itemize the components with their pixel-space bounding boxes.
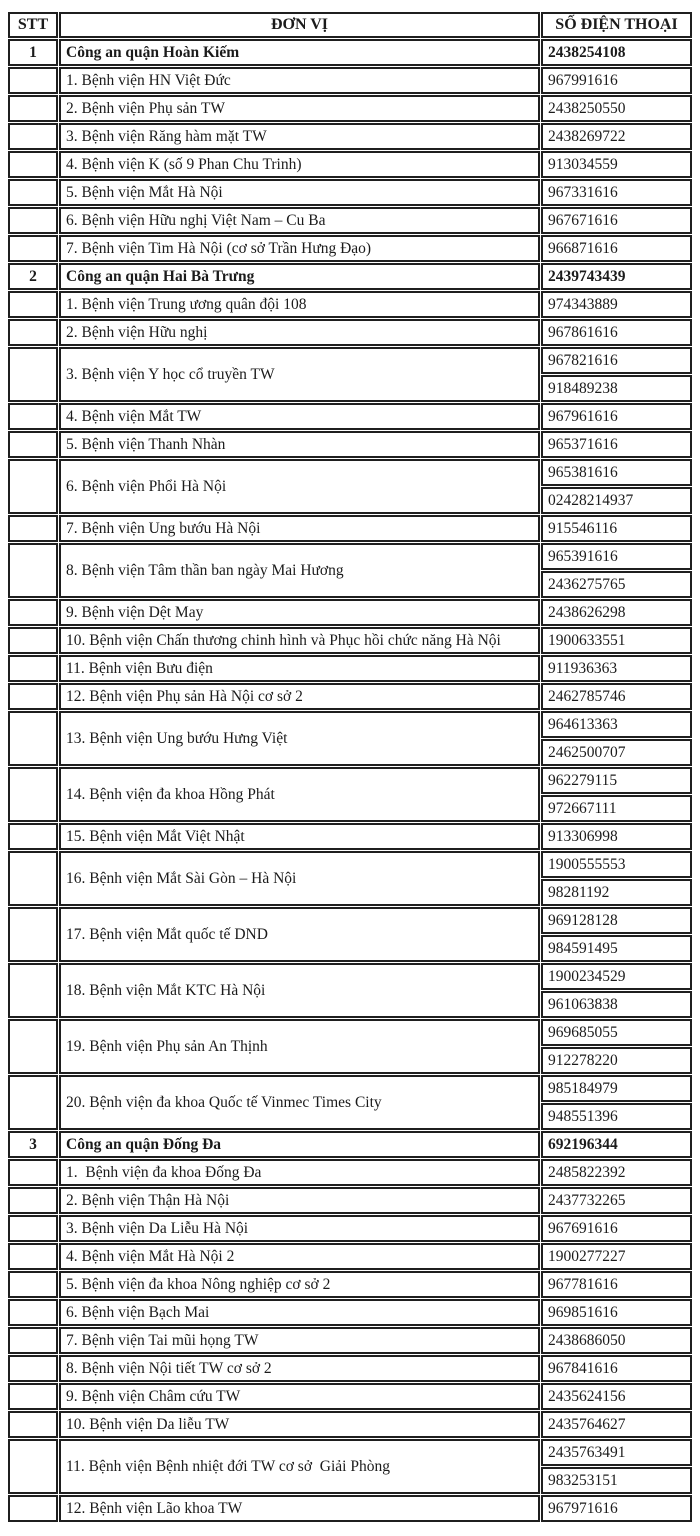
hospital-row	[8, 179, 692, 206]
phone-number: 1900234529	[541, 963, 692, 990]
phone-number: 912278220	[541, 1047, 692, 1074]
hospital-name: 2. Bệnh viện Thận Hà Nội	[59, 1187, 540, 1214]
phone-number: 983253151	[541, 1467, 692, 1494]
hospital-row	[8, 1355, 692, 1382]
hospital-row	[8, 907, 692, 934]
phone-number: 967671616	[541, 207, 692, 234]
row-stt-empty	[8, 515, 58, 542]
phone-number: 965381616	[541, 459, 692, 486]
hospital-name: 12. Bệnh viện Phụ sản Hà Nội cơ sở 2	[59, 683, 540, 710]
hospital-name: 15. Bệnh viện Mắt Việt Nhật	[59, 823, 540, 850]
hospital-row	[8, 599, 692, 626]
hospital-name: 5. Bệnh viện Thanh Nhàn	[59, 431, 540, 458]
phone-number: 965371616	[541, 431, 692, 458]
phone-number: 962279115	[541, 767, 692, 794]
hospital-name: 1. Bệnh viện HN Việt Đức	[59, 67, 540, 94]
row-stt-empty	[8, 1243, 58, 1270]
section-stt: 3	[8, 1131, 58, 1158]
hospital-row	[8, 207, 692, 234]
hospital-name: 16. Bệnh viện Mắt Sài Gòn – Hà Nội	[59, 851, 540, 906]
hospital-name: 20. Bệnh viện đa khoa Quốc tế Vinmec Times City	[59, 1075, 540, 1130]
phone-number: 2438269722	[541, 123, 692, 150]
hospital-row	[8, 319, 692, 346]
phone-number: 2435764627	[541, 1411, 692, 1438]
hospital-name: 9. Bệnh viện Dệt May	[59, 599, 540, 626]
phone-number: 2435624156	[541, 1383, 692, 1410]
phone-number: 967991616	[541, 67, 692, 94]
hospital-row	[8, 1243, 692, 1270]
phone-number: 967861616	[541, 319, 692, 346]
phone-number: 948551396	[541, 1103, 692, 1130]
row-stt-empty	[8, 67, 58, 94]
hospital-row	[8, 543, 692, 570]
row-stt-empty	[8, 207, 58, 234]
hospital-row	[8, 1075, 692, 1102]
hospital-row	[8, 627, 692, 654]
phone-number: 918489238	[541, 375, 692, 402]
hospital-row	[8, 291, 692, 318]
row-stt-empty	[8, 1159, 58, 1186]
hospital-row	[8, 655, 692, 682]
phone-number: 2462785746	[541, 683, 692, 710]
row-stt-empty	[8, 963, 58, 1018]
phone-number: 1900277227	[541, 1243, 692, 1270]
hospital-name: 7. Bệnh viện Tai mũi họng TW	[59, 1327, 540, 1354]
row-stt-empty	[8, 711, 58, 766]
phone-number: 2435763491	[541, 1439, 692, 1466]
hospital-name: 7. Bệnh viện Ung bướu Hà Nội	[59, 515, 540, 542]
row-stt-empty	[8, 1327, 58, 1354]
row-stt-empty	[8, 767, 58, 822]
hospital-name: 3. Bệnh viện Răng hàm mặt TW	[59, 123, 540, 150]
hospital-row	[8, 1299, 692, 1326]
row-stt-empty	[8, 235, 58, 262]
hospital-row	[8, 67, 692, 94]
row-stt-empty	[8, 599, 58, 626]
hospital-name: 8. Bệnh viện Nội tiết TW cơ sở 2	[59, 1355, 540, 1382]
hospital-row	[8, 431, 692, 458]
row-stt-empty	[8, 1495, 58, 1522]
row-stt-empty	[8, 291, 58, 318]
phone-number: 961063838	[541, 991, 692, 1018]
phone-number: 2438626298	[541, 599, 692, 626]
hospital-row	[8, 1327, 692, 1354]
hospital-name: 4. Bệnh viện Mắt TW	[59, 403, 540, 430]
hospital-name: 6. Bệnh viện Hữu nghị Việt Nam – Cu Ba	[59, 207, 540, 234]
hospital-row	[8, 1271, 692, 1298]
hospital-row	[8, 347, 692, 374]
hospital-name: 9. Bệnh viện Châm cứu TW	[59, 1383, 540, 1410]
row-stt-empty	[8, 95, 58, 122]
phone-number: 02428214937	[541, 487, 692, 514]
hospital-name: 17. Bệnh viện Mắt quốc tế DND	[59, 907, 540, 962]
column-header-stt: STT	[8, 12, 58, 38]
table-header	[8, 12, 692, 38]
row-stt-empty	[8, 655, 58, 682]
row-stt-empty	[8, 459, 58, 514]
hospital-row	[8, 1383, 692, 1410]
row-stt-empty	[8, 179, 58, 206]
row-stt-empty	[8, 319, 58, 346]
row-stt-empty	[8, 1271, 58, 1298]
phone-number: 915546116	[541, 515, 692, 542]
section-phone-number: 2439743439	[541, 263, 692, 290]
hospital-name: 11. Bệnh viện Bưu điện	[59, 655, 540, 682]
section-unit-name: Công an quận Hai Bà Trưng	[59, 263, 540, 290]
hospital-row	[8, 767, 692, 794]
hospital-row	[8, 515, 692, 542]
phone-number: 969851616	[541, 1299, 692, 1326]
row-stt-empty	[8, 1355, 58, 1382]
phone-number: 967691616	[541, 1215, 692, 1242]
column-header-unit: ĐƠN VỊ	[59, 12, 540, 38]
hospital-row	[8, 95, 692, 122]
hospital-name: 14. Bệnh viện đa khoa Hồng Phát	[59, 767, 540, 822]
phone-number: 985184979	[541, 1075, 692, 1102]
hospital-row	[8, 1495, 692, 1522]
column-header-phone: SỐ ĐIỆN THOẠI	[541, 12, 692, 38]
row-stt-empty	[8, 403, 58, 430]
hospital-name: 12. Bệnh viện Lão khoa TW	[59, 1495, 540, 1522]
row-stt-empty	[8, 1019, 58, 1074]
hospital-name: 6. Bệnh viện Phổi Hà Nội	[59, 459, 540, 514]
hospital-row	[8, 823, 692, 850]
phone-number: 2437732265	[541, 1187, 692, 1214]
hospital-name: 13. Bệnh viện Ung bướu Hưng Việt	[59, 711, 540, 766]
hospital-name: 10. Bệnh viện Chấn thương chinh hình và Phục hồi chức năng Hà Nội	[59, 627, 540, 654]
hospital-row	[8, 1187, 692, 1214]
phone-number: 967961616	[541, 403, 692, 430]
row-stt-empty	[8, 543, 58, 598]
phone-number: 966871616	[541, 235, 692, 262]
row-stt-empty	[8, 431, 58, 458]
section-phone-number: 2438254108	[541, 39, 692, 66]
row-stt-empty	[8, 1439, 58, 1494]
hospital-row	[8, 123, 692, 150]
hospital-row	[8, 403, 692, 430]
phone-number: 2438686050	[541, 1327, 692, 1354]
phone-number: 965391616	[541, 543, 692, 570]
hospital-name: 11. Bệnh viện Bệnh nhiệt đới TW cơ sở Giải Phòng	[59, 1439, 540, 1494]
phone-number: 974343889	[541, 291, 692, 318]
phone-number: 969685055	[541, 1019, 692, 1046]
hospital-name: 4. Bệnh viện K (số 9 Phan Chu Trinh)	[59, 151, 540, 178]
row-stt-empty	[8, 1299, 58, 1326]
phone-number: 913034559	[541, 151, 692, 178]
phone-number: 1900633551	[541, 627, 692, 654]
phone-number: 911936363	[541, 655, 692, 682]
phone-number: 967841616	[541, 1355, 692, 1382]
row-stt-empty	[8, 151, 58, 178]
header-row	[8, 12, 692, 38]
phone-number: 913306998	[541, 823, 692, 850]
row-stt-empty	[8, 347, 58, 402]
phone-number: 2438250550	[541, 95, 692, 122]
hospital-name: 1. Bệnh viện đa khoa Đống Đa	[59, 1159, 540, 1186]
phone-number: 2485822392	[541, 1159, 692, 1186]
hospital-row	[8, 1439, 692, 1466]
phone-number: 1900555553	[541, 851, 692, 878]
hospital-name: 4. Bệnh viện Mắt Hà Nội 2	[59, 1243, 540, 1270]
section-row	[8, 263, 692, 290]
hospital-name: 19. Bệnh viện Phụ sản An Thịnh	[59, 1019, 540, 1074]
row-stt-empty	[8, 1383, 58, 1410]
row-stt-empty	[8, 1187, 58, 1214]
hospital-name: 6. Bệnh viện Bạch Mai	[59, 1299, 540, 1326]
phone-number: 964613363	[541, 711, 692, 738]
phone-directory-table	[7, 11, 693, 1523]
hospital-row	[8, 1215, 692, 1242]
section-stt: 2	[8, 263, 58, 290]
section-row	[8, 1131, 692, 1158]
phone-number: 967781616	[541, 1271, 692, 1298]
phone-number: 984591495	[541, 935, 692, 962]
hospital-row	[8, 711, 692, 738]
hospital-name: 8. Bệnh viện Tâm thần ban ngày Mai Hương	[59, 543, 540, 598]
hospital-name: 18. Bệnh viện Mắt KTC Hà Nội	[59, 963, 540, 1018]
row-stt-empty	[8, 851, 58, 906]
hospital-name: 10. Bệnh viện Da liễu TW	[59, 1411, 540, 1438]
phone-number: 2462500707	[541, 739, 692, 766]
phone-number: 98281192	[541, 879, 692, 906]
row-stt-empty	[8, 123, 58, 150]
hospital-name: 2. Bệnh viện Phụ sản TW	[59, 95, 540, 122]
section-row	[8, 39, 692, 66]
hospital-name: 7. Bệnh viện Tim Hà Nội (cơ sở Trần Hưng Đạo)	[59, 235, 540, 262]
hospital-row	[8, 963, 692, 990]
phone-number: 967821616	[541, 347, 692, 374]
hospital-row	[8, 1411, 692, 1438]
row-stt-empty	[8, 627, 58, 654]
phone-number: 972667111	[541, 795, 692, 822]
hospital-row	[8, 1019, 692, 1046]
section-unit-name: Công an quận Đống Đa	[59, 1131, 540, 1158]
hospital-name: 5. Bệnh viện Mắt Hà Nội	[59, 179, 540, 206]
phone-number: 967331616	[541, 179, 692, 206]
hospital-row	[8, 1159, 692, 1186]
row-stt-empty	[8, 683, 58, 710]
hospital-row	[8, 683, 692, 710]
hospital-name: 3. Bệnh viện Y học cổ truyền TW	[59, 347, 540, 402]
row-stt-empty	[8, 907, 58, 962]
phone-number: 967971616	[541, 1495, 692, 1522]
row-stt-empty	[8, 1411, 58, 1438]
hospital-row	[8, 459, 692, 486]
hospital-row	[8, 235, 692, 262]
phone-number: 2436275765	[541, 571, 692, 598]
phone-number: 969128128	[541, 907, 692, 934]
hospital-row	[8, 851, 692, 878]
hospital-row	[8, 151, 692, 178]
row-stt-empty	[8, 823, 58, 850]
hospital-name: 2. Bệnh viện Hữu nghị	[59, 319, 540, 346]
hospital-name: 5. Bệnh viện đa khoa Nông nghiệp cơ sở 2	[59, 1271, 540, 1298]
hospital-name: 3. Bệnh viện Da Liễu Hà Nội	[59, 1215, 540, 1242]
row-stt-empty	[8, 1215, 58, 1242]
section-stt: 1	[8, 39, 58, 66]
section-unit-name: Công an quận Hoàn Kiếm	[59, 39, 540, 66]
table-body	[8, 39, 692, 1522]
section-phone-number: 692196344	[541, 1131, 692, 1158]
row-stt-empty	[8, 1075, 58, 1130]
hospital-name: 1. Bệnh viện Trung ương quân đội 108	[59, 291, 540, 318]
